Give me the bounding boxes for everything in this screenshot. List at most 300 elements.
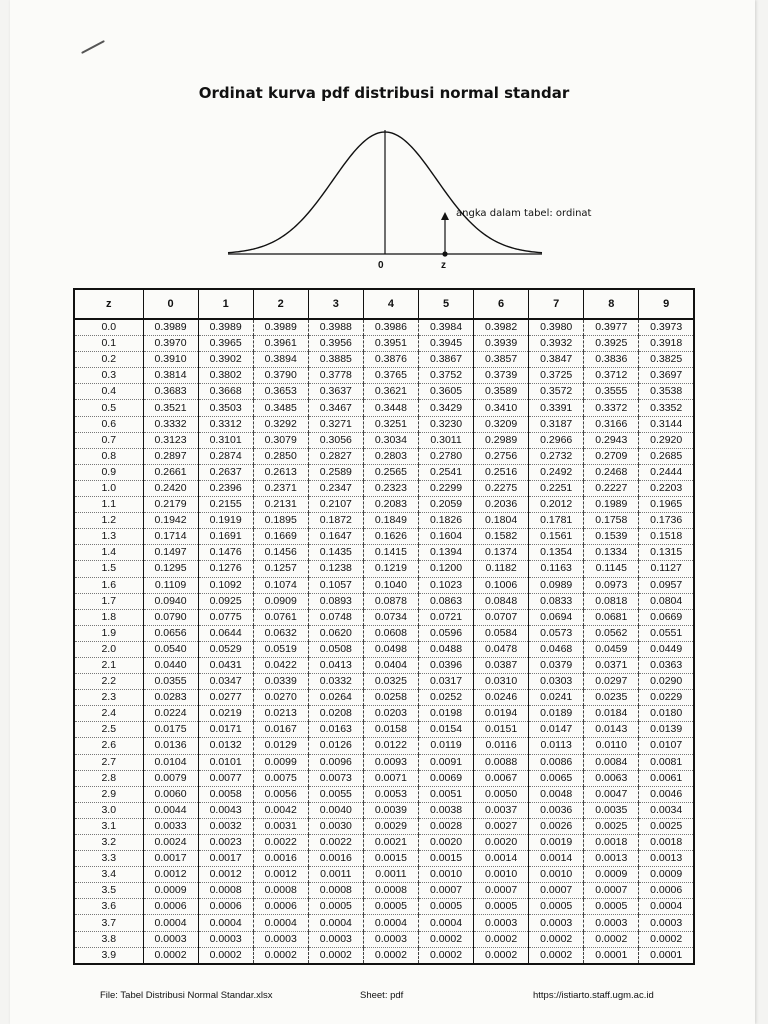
ordinate-cell: 0.3372 xyxy=(584,400,639,416)
ordinate-cell: 0.2107 xyxy=(308,497,363,513)
ordinate-cell: 0.0005 xyxy=(529,899,584,915)
ordinate-cell: 0.0224 xyxy=(143,706,198,722)
ordinate-cell: 0.0040 xyxy=(308,802,363,818)
ordinate-cell: 0.0317 xyxy=(418,674,473,690)
ordinate-cell: 0.0021 xyxy=(363,835,418,851)
ordinate-cell: 0.1895 xyxy=(253,513,308,529)
ordinate-cell: 0.3230 xyxy=(418,416,473,432)
header-digit-0: 0 xyxy=(143,289,198,319)
ordinate-cell: 0.0067 xyxy=(474,770,529,786)
ordinate-cell: 0.0004 xyxy=(308,915,363,931)
ordinate-cell: 0.0004 xyxy=(198,915,253,931)
ordinate-cell: 0.1219 xyxy=(363,561,418,577)
ordinate-cell: 0.2179 xyxy=(143,497,198,513)
ordinate-cell: 0.1826 xyxy=(418,513,473,529)
ordinate-cell: 0.0107 xyxy=(639,738,694,754)
ordinate-cell: 0.0101 xyxy=(198,754,253,770)
ordinate-cell: 0.0007 xyxy=(529,883,584,899)
ordinate-cell: 0.0038 xyxy=(418,802,473,818)
header-digit-5: 5 xyxy=(418,289,473,319)
ordinate-cell: 0.2589 xyxy=(308,464,363,480)
table-row xyxy=(74,336,694,352)
table-row xyxy=(74,641,694,657)
ordinate-cell: 0.0180 xyxy=(639,706,694,722)
ordinate-cell: 0.0129 xyxy=(253,738,308,754)
ordinate-cell: 0.0529 xyxy=(198,641,253,657)
z-value-cell: 2.9 xyxy=(74,786,143,802)
ordinate-cell: 0.3467 xyxy=(308,400,363,416)
ordinate-cell: 0.0099 xyxy=(253,754,308,770)
ordinate-cell: 0.0151 xyxy=(474,722,529,738)
ordinate-cell: 0.3894 xyxy=(253,352,308,368)
ordinate-cell: 0.3984 xyxy=(418,319,473,336)
table-row xyxy=(74,818,694,834)
table-row xyxy=(74,497,694,513)
table-row xyxy=(74,384,694,400)
ordinate-cell: 0.0270 xyxy=(253,690,308,706)
ordinate-cell: 0.0018 xyxy=(639,835,694,851)
ordinate-cell: 0.1374 xyxy=(474,545,529,561)
normal-curve-figure xyxy=(220,122,600,277)
ordinate-cell: 0.3956 xyxy=(308,336,363,352)
ordinate-cell: 0.1919 xyxy=(198,513,253,529)
table-row xyxy=(74,899,694,915)
ordinate-cell: 0.1257 xyxy=(253,561,308,577)
ordinate-cell: 0.3605 xyxy=(418,384,473,400)
ordinate-cell: 0.0009 xyxy=(143,883,198,899)
ordinate-cell: 0.0644 xyxy=(198,625,253,641)
ordinate-cell: 0.3867 xyxy=(418,352,473,368)
ordinate-cell: 0.0229 xyxy=(639,690,694,706)
ordinate-cell: 0.3778 xyxy=(308,368,363,384)
ordinate-cell: 0.0925 xyxy=(198,593,253,609)
ordinate-cell: 0.3982 xyxy=(474,319,529,336)
ordinate-cell: 0.0010 xyxy=(529,867,584,883)
ordinate-cell: 0.0014 xyxy=(474,851,529,867)
ordinate-cell: 0.0387 xyxy=(474,657,529,673)
ordinate-cell: 0.0468 xyxy=(529,641,584,657)
table-row xyxy=(74,319,694,336)
ordinate-cell: 0.3209 xyxy=(474,416,529,432)
ordinate-cell: 0.0213 xyxy=(253,706,308,722)
table-row xyxy=(74,577,694,593)
z-value-cell: 3.3 xyxy=(74,851,143,867)
ordinate-cell: 0.1539 xyxy=(584,529,639,545)
z-value-cell: 1.4 xyxy=(74,545,143,561)
ordinate-cell: 0.0440 xyxy=(143,657,198,673)
ordinate-cell: 0.0015 xyxy=(418,851,473,867)
table-row xyxy=(74,883,694,899)
ordinate-cell: 0.0004 xyxy=(143,915,198,931)
z-value-cell: 3.4 xyxy=(74,867,143,883)
ordinate-cell: 0.3989 xyxy=(253,319,308,336)
ordinate-cell: 0.0379 xyxy=(529,657,584,673)
ordinate-cell: 0.1691 xyxy=(198,529,253,545)
z-value-cell: 3.1 xyxy=(74,818,143,834)
ordinate-cell: 0.0003 xyxy=(363,931,418,947)
ordinate-cell: 0.0048 xyxy=(529,786,584,802)
ordinate-table xyxy=(73,288,695,965)
ordinate-cell: 0.0478 xyxy=(474,641,529,657)
table-row xyxy=(74,915,694,931)
ordinate-cell: 0.0297 xyxy=(584,674,639,690)
ordinate-cell: 0.0154 xyxy=(418,722,473,738)
ordinate-cell: 0.3503 xyxy=(198,400,253,416)
ordinate-cell: 0.2850 xyxy=(253,448,308,464)
z-value-cell: 2.7 xyxy=(74,754,143,770)
ordinate-cell: 0.3857 xyxy=(474,352,529,368)
ordinate-cell: 0.3939 xyxy=(474,336,529,352)
ordinate-cell: 0.0573 xyxy=(529,625,584,641)
table-row xyxy=(74,835,694,851)
ordinate-cell: 0.2468 xyxy=(584,464,639,480)
ordinate-cell: 0.0009 xyxy=(584,867,639,883)
ordinate-cell: 0.2323 xyxy=(363,480,418,496)
ordinate-cell: 0.0310 xyxy=(474,674,529,690)
header-digit-3: 3 xyxy=(308,289,363,319)
ordinate-cell: 0.0036 xyxy=(529,802,584,818)
z-value-cell: 3.7 xyxy=(74,915,143,931)
ordinate-cell: 0.0005 xyxy=(584,899,639,915)
ordinate-cell: 0.0013 xyxy=(584,851,639,867)
z-value-cell: 0.0 xyxy=(74,319,143,336)
ordinate-cell: 0.0396 xyxy=(418,657,473,673)
ordinate-cell: 0.0091 xyxy=(418,754,473,770)
ordinate-cell: 0.0198 xyxy=(418,706,473,722)
ordinate-cell: 0.3653 xyxy=(253,384,308,400)
ordinate-cell: 0.3668 xyxy=(198,384,253,400)
document-title: Ordinat kurva pdf distribusi normal standar xyxy=(198,84,570,102)
table-row xyxy=(74,513,694,529)
table-row xyxy=(74,947,694,964)
ordinate-cell: 0.0002 xyxy=(529,947,584,964)
ordinate-cell: 0.1415 xyxy=(363,545,418,561)
ordinate-cell: 0.0413 xyxy=(308,657,363,673)
ordinate-cell: 0.0058 xyxy=(198,786,253,802)
ordinate-cell: 0.0508 xyxy=(308,641,363,657)
ordinate-cell: 0.0007 xyxy=(418,883,473,899)
ordinate-cell: 0.3836 xyxy=(584,352,639,368)
table-row xyxy=(74,674,694,690)
ordinate-cell: 0.0863 xyxy=(418,593,473,609)
ordinate-cell: 0.0029 xyxy=(363,818,418,834)
ordinate-cell: 0.3011 xyxy=(418,432,473,448)
ordinate-cell: 0.0019 xyxy=(529,835,584,851)
ordinate-cell: 0.1163 xyxy=(529,561,584,577)
z-value-cell: 0.4 xyxy=(74,384,143,400)
ordinate-cell: 0.2420 xyxy=(143,480,198,496)
ordinate-cell: 0.0136 xyxy=(143,738,198,754)
ordinate-cell: 0.0001 xyxy=(584,947,639,964)
ordinate-cell: 0.0002 xyxy=(584,931,639,947)
z-value-cell: 1.5 xyxy=(74,561,143,577)
ordinate-cell: 0.0818 xyxy=(584,593,639,609)
ordinate-cell: 0.1781 xyxy=(529,513,584,529)
ordinate-cell: 0.2299 xyxy=(418,480,473,496)
table-row xyxy=(74,593,694,609)
ordinate-cell: 0.2827 xyxy=(308,448,363,464)
ordinate-cell: 0.0025 xyxy=(639,818,694,834)
table-row xyxy=(74,561,694,577)
ordinate-cell: 0.0005 xyxy=(363,899,418,915)
ordinate-cell: 0.3144 xyxy=(639,416,694,432)
ordinate-cell: 0.0060 xyxy=(143,786,198,802)
ordinate-cell: 0.0194 xyxy=(474,706,529,722)
ordinate-cell: 0.0010 xyxy=(474,867,529,883)
table-row xyxy=(74,480,694,496)
ordinate-cell: 0.1872 xyxy=(308,513,363,529)
ordinate-cell: 0.0488 xyxy=(418,641,473,657)
table-row xyxy=(74,657,694,673)
ordinate-cell: 0.3521 xyxy=(143,400,198,416)
ordinate-cell: 0.1238 xyxy=(308,561,363,577)
ordinate-cell: 0.0010 xyxy=(418,867,473,883)
header-digit-8: 8 xyxy=(584,289,639,319)
ordinate-cell: 0.1849 xyxy=(363,513,418,529)
ordinate-cell: 0.1456 xyxy=(253,545,308,561)
ordinate-cell: 0.0540 xyxy=(143,641,198,657)
ordinate-cell: 0.1394 xyxy=(418,545,473,561)
ordinate-cell: 0.3951 xyxy=(363,336,418,352)
table-row xyxy=(74,770,694,786)
ordinate-cell: 0.0104 xyxy=(143,754,198,770)
ordinate-cell: 0.0020 xyxy=(418,835,473,851)
z-value-cell: 3.6 xyxy=(74,899,143,915)
ordinate-cell: 0.0119 xyxy=(418,738,473,754)
ordinate-cell: 0.0009 xyxy=(639,867,694,883)
ordinate-cell: 0.3790 xyxy=(253,368,308,384)
ordinate-cell: 0.1109 xyxy=(143,577,198,593)
ordinate-cell: 0.0973 xyxy=(584,577,639,593)
ordinate-cell: 0.3918 xyxy=(639,336,694,352)
ordinate-cell: 0.0075 xyxy=(253,770,308,786)
table-row xyxy=(74,706,694,722)
ordinate-cell: 0.0940 xyxy=(143,593,198,609)
ordinate-cell: 0.2444 xyxy=(639,464,694,480)
ordinate-cell: 0.0878 xyxy=(363,593,418,609)
ordinate-cell: 0.0122 xyxy=(363,738,418,754)
ordinate-cell: 0.0551 xyxy=(639,625,694,641)
ordinate-cell: 0.0015 xyxy=(363,851,418,867)
ordinate-cell: 0.0008 xyxy=(363,883,418,899)
ordinate-cell: 0.3697 xyxy=(639,368,694,384)
ordinate-cell: 0.3166 xyxy=(584,416,639,432)
ordinate-cell: 0.0012 xyxy=(143,867,198,883)
z-value-cell: 2.4 xyxy=(74,706,143,722)
table-row xyxy=(74,368,694,384)
table-row xyxy=(74,448,694,464)
ordinate-cell: 0.2565 xyxy=(363,464,418,480)
ordinate-cell: 0.3621 xyxy=(363,384,418,400)
ordinate-cell: 0.1736 xyxy=(639,513,694,529)
zero-label: 0 xyxy=(378,260,384,271)
ordinate-cell: 0.0030 xyxy=(308,818,363,834)
ordinate-cell: 0.3391 xyxy=(529,400,584,416)
ordinate-cell: 0.1435 xyxy=(308,545,363,561)
ordinate-cell: 0.3572 xyxy=(529,384,584,400)
table-row xyxy=(74,851,694,867)
ordinate-cell: 0.0034 xyxy=(639,802,694,818)
z-value-cell: 1.3 xyxy=(74,529,143,545)
ordinate-cell: 0.0012 xyxy=(253,867,308,883)
ordinate-cell: 0.0562 xyxy=(584,625,639,641)
z-value-cell: 0.3 xyxy=(74,368,143,384)
ordinate-cell: 0.3312 xyxy=(198,416,253,432)
ordinate-cell: 0.0431 xyxy=(198,657,253,673)
ordinate-cell: 0.3292 xyxy=(253,416,308,432)
header-digit-6: 6 xyxy=(474,289,529,319)
ordinate-cell: 0.3965 xyxy=(198,336,253,352)
ordinate-cell: 0.2803 xyxy=(363,448,418,464)
ordinate-cell: 0.0355 xyxy=(143,674,198,690)
header-digit-1: 1 xyxy=(198,289,253,319)
ordinate-cell: 0.0132 xyxy=(198,738,253,754)
ordinate-cell: 0.0459 xyxy=(584,641,639,657)
ordinate-cell: 0.3485 xyxy=(253,400,308,416)
ordinate-cell: 0.3538 xyxy=(639,384,694,400)
ordinate-cell: 0.0241 xyxy=(529,690,584,706)
ordinate-cell: 0.0325 xyxy=(363,674,418,690)
table-row xyxy=(74,722,694,738)
ordinate-cell: 0.0005 xyxy=(308,899,363,915)
ordinate-cell: 0.1604 xyxy=(418,529,473,545)
z-value-cell: 2.2 xyxy=(74,674,143,690)
table-row xyxy=(74,625,694,641)
table-row xyxy=(74,786,694,802)
table-row xyxy=(74,867,694,883)
ordinate-cell: 0.0163 xyxy=(308,722,363,738)
ordinate-cell: 0.3980 xyxy=(529,319,584,336)
ordinate-cell: 0.0748 xyxy=(308,609,363,625)
ordinate-cell: 0.0006 xyxy=(639,883,694,899)
ordinate-cell: 0.1182 xyxy=(474,561,529,577)
ordinate-cell: 0.2059 xyxy=(418,497,473,513)
table-row xyxy=(74,529,694,545)
ordinate-cell: 0.0219 xyxy=(198,706,253,722)
ordinate-cell: 0.0086 xyxy=(529,754,584,770)
z-value-cell: 2.8 xyxy=(74,770,143,786)
ordinate-cell: 0.0143 xyxy=(584,722,639,738)
ordinate-cell: 0.0681 xyxy=(584,609,639,625)
ordinate-cell: 0.0833 xyxy=(529,593,584,609)
ordinate-cell: 0.0804 xyxy=(639,593,694,609)
ordinate-cell: 0.0005 xyxy=(474,899,529,915)
ordinate-cell: 0.0016 xyxy=(308,851,363,867)
ordinate-cell: 0.2756 xyxy=(474,448,529,464)
ordinate-cell: 0.3589 xyxy=(474,384,529,400)
ordinate-cell: 0.1669 xyxy=(253,529,308,545)
ordinate-cell: 0.0003 xyxy=(529,915,584,931)
ordinate-cell: 0.2251 xyxy=(529,480,584,496)
ordinate-cell: 0.3637 xyxy=(308,384,363,400)
ordinate-cell: 0.0283 xyxy=(143,690,198,706)
ordinate-cell: 0.0008 xyxy=(308,883,363,899)
ordinate-cell: 0.1315 xyxy=(639,545,694,561)
ordinate-cell: 0.0032 xyxy=(198,818,253,834)
ordinate-cell: 0.0203 xyxy=(363,706,418,722)
ordinate-cell: 0.0084 xyxy=(584,754,639,770)
ordinate-cell: 0.0077 xyxy=(198,770,253,786)
ordinate-cell: 0.0632 xyxy=(253,625,308,641)
z-value-cell: 1.0 xyxy=(74,480,143,496)
ordinate-cell: 0.3765 xyxy=(363,368,418,384)
ordinate-cell: 0.3683 xyxy=(143,384,198,400)
ordinate-cell: 0.0003 xyxy=(474,915,529,931)
ordinate-cell: 0.0002 xyxy=(418,931,473,947)
ordinate-cell: 0.1092 xyxy=(198,577,253,593)
ordinate-cell: 0.2780 xyxy=(418,448,473,464)
ordinate-cell: 0.1582 xyxy=(474,529,529,545)
ordinate-cell: 0.1758 xyxy=(584,513,639,529)
ordinate-cell: 0.0008 xyxy=(253,883,308,899)
ordinate-cell: 0.0081 xyxy=(639,754,694,770)
ordinate-cell: 0.3555 xyxy=(584,384,639,400)
ordinate-cell: 0.0848 xyxy=(474,593,529,609)
footer-sheet-name: Sheet: pdf xyxy=(360,990,404,1001)
ordinate-cell: 0.0608 xyxy=(363,625,418,641)
ordinate-cell: 0.0014 xyxy=(529,851,584,867)
ordinate-cell: 0.0371 xyxy=(584,657,639,673)
ordinate-cell: 0.0761 xyxy=(253,609,308,625)
ordinate-cell: 0.0020 xyxy=(474,835,529,851)
z-value-cell: 2.1 xyxy=(74,657,143,673)
ordinate-cell: 0.2709 xyxy=(584,448,639,464)
ordinate-cell: 0.0016 xyxy=(253,851,308,867)
ordinate-cell: 0.2637 xyxy=(198,464,253,480)
footer-url: https://istiarto.staff.ugm.ac.id xyxy=(533,990,654,1001)
ordinate-cell: 0.0116 xyxy=(474,738,529,754)
ordinate-cell: 0.1295 xyxy=(143,561,198,577)
ordinate-cell: 0.0088 xyxy=(474,754,529,770)
z-point-marker xyxy=(442,251,447,256)
ordinate-cell: 0.3885 xyxy=(308,352,363,368)
ordinate-cell: 0.0909 xyxy=(253,593,308,609)
ordinate-cell: 0.1714 xyxy=(143,529,198,545)
ordinate-cell: 0.0175 xyxy=(143,722,198,738)
ordinate-cell: 0.0025 xyxy=(584,818,639,834)
ordinate-cell: 0.0694 xyxy=(529,609,584,625)
ordinate-cell: 0.0011 xyxy=(363,867,418,883)
ordinate-cell: 0.0002 xyxy=(529,931,584,947)
ordinate-cell: 0.0002 xyxy=(639,931,694,947)
table-row xyxy=(74,352,694,368)
ordinate-cell: 0.2227 xyxy=(584,480,639,496)
ordinate-cell: 0.0047 xyxy=(584,786,639,802)
ordinate-cell: 0.0252 xyxy=(418,690,473,706)
ordinate-cell: 0.0003 xyxy=(253,931,308,947)
ordinate-cell: 0.0004 xyxy=(253,915,308,931)
ordinate-cell: 0.3825 xyxy=(639,352,694,368)
z-value-cell: 2.5 xyxy=(74,722,143,738)
ordinate-cell: 0.1276 xyxy=(198,561,253,577)
ordinate-cell: 0.1626 xyxy=(363,529,418,545)
ordinate-cell: 0.0093 xyxy=(363,754,418,770)
ordinate-cell: 0.0031 xyxy=(253,818,308,834)
ordinate-cell: 0.3932 xyxy=(529,336,584,352)
ordinate-cell: 0.3970 xyxy=(143,336,198,352)
header-digit-7: 7 xyxy=(529,289,584,319)
ordinate-cell: 0.0033 xyxy=(143,818,198,834)
ordinate-cell: 0.0290 xyxy=(639,674,694,690)
ordinate-cell: 0.2732 xyxy=(529,448,584,464)
ordinate-cell: 0.0017 xyxy=(143,851,198,867)
ordinate-cell: 0.0007 xyxy=(584,883,639,899)
footer-file-name: File: Tabel Distribusi Normal Standar.xlsx xyxy=(100,990,273,1001)
ordinate-cell: 0.0002 xyxy=(198,947,253,964)
ordinate-cell: 0.0596 xyxy=(418,625,473,641)
ordinate-cell: 0.2371 xyxy=(253,480,308,496)
ordinate-cell: 0.3448 xyxy=(363,400,418,416)
